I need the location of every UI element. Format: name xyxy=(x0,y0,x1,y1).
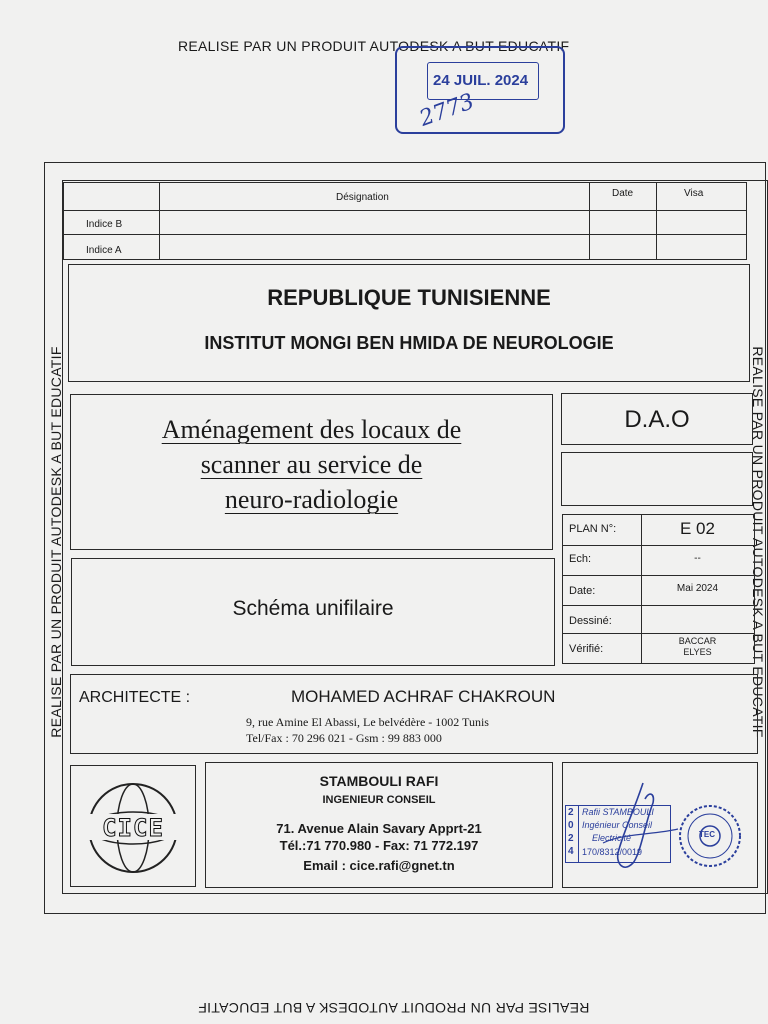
project-title-line3: neuro-radiologie xyxy=(224,485,399,514)
institute-title: INSTITUT MONGI BEN HMIDA DE NEUROLOGIE xyxy=(204,333,614,353)
engineer-name: STAMBOULI RAFI xyxy=(319,773,439,789)
republic-title: REPUBLIQUE TUNISIENNE xyxy=(267,285,551,310)
architect-name: MOHAMED ACHRAF CHAKROUN xyxy=(291,687,556,706)
revision-row-indice-a: Indice A xyxy=(86,245,122,256)
stamp-line-1: Rafii STAMBOULI xyxy=(582,807,654,817)
watermark-bottom: REALISE PAR UN PRODUIT AUTODESK A BUT EDUCATIF xyxy=(198,1000,590,1016)
drawing-subtitle: Schéma unifilaire xyxy=(232,597,394,620)
stamp-line-3: Electricité xyxy=(592,833,632,843)
checked-by-value-1: BACCAR xyxy=(678,636,717,646)
stamp-year-digit-1: 2 xyxy=(568,807,574,818)
architect-box xyxy=(70,674,758,754)
engineer-info-box xyxy=(205,762,553,888)
phase-box xyxy=(561,393,753,445)
engineer-email: Email : cice.rafi@gnet.tn xyxy=(303,858,455,873)
architect-contact: Tel/Fax : 70 296 021 - Gsm : 99 883 000 xyxy=(246,731,442,745)
engineer-address: 71. Avenue Alain Savary Apprt-21 xyxy=(276,821,482,836)
header-box xyxy=(68,264,750,382)
stamp-line-4: 170/8312/0019 xyxy=(582,847,643,857)
engineer-role: INGENIEUR CONSEIL xyxy=(322,794,436,806)
date-label: Date: xyxy=(569,585,596,597)
reception-stamp-number: 2773 xyxy=(416,89,478,132)
date-value: Mai 2024 xyxy=(676,583,719,594)
plan-info-table xyxy=(562,514,755,664)
architect-address: 9, rue Amine El Abassi, Le belvédère - 1002 Tunis xyxy=(246,715,489,729)
revision-table xyxy=(63,182,747,260)
cice-logo-text: CICE xyxy=(102,814,164,842)
revision-row-indice-b: Indice B xyxy=(86,219,123,230)
architect-label: ARCHITECTE : xyxy=(79,689,191,706)
revision-header-designation: Désignation xyxy=(336,192,389,203)
plan-number-value: E 02 xyxy=(680,519,715,538)
revision-header-date: Date xyxy=(612,188,634,199)
watermark-right: REALISE PAR UN PRODUIT AUTODESK A BUT EDUCATIF xyxy=(750,346,766,738)
engineer-seal-text: TEC xyxy=(699,830,715,839)
project-title-line1: Aménagement des locaux de xyxy=(161,415,462,444)
drawn-by-label: Dessiné: xyxy=(569,615,612,627)
revision-header-visa: Visa xyxy=(684,188,704,199)
engineer-stamp-box xyxy=(562,762,758,888)
checked-by-value-2: ELYES xyxy=(683,647,712,657)
watermark-left: REALISE PAR UN PRODUIT AUTODESK A BUT EDUCATIF xyxy=(48,346,64,738)
engineer-phone: Tél.:71 770.980 - Fax: 71 772.197 xyxy=(279,838,479,853)
scale-label: Ech: xyxy=(569,553,592,565)
engineer-signature xyxy=(583,763,693,883)
reception-stamp xyxy=(395,46,565,134)
stamp-year-digit-4: 4 xyxy=(568,846,574,857)
phase-label: D.A.O xyxy=(624,406,690,433)
engineer-logo-box xyxy=(70,765,196,887)
scale-value: -- xyxy=(694,553,701,564)
stamp-year-digit-3: 2 xyxy=(568,833,574,844)
watermark-top: REALISE PAR UN PRODUIT AUTODESK A BUT EDUCATIF xyxy=(178,38,570,54)
subtitle-box xyxy=(71,558,555,666)
checked-by-label: Vérifié: xyxy=(569,643,604,655)
stamp-year-digit-2: 0 xyxy=(568,820,574,831)
project-title-line2: scanner au service de xyxy=(200,450,423,479)
project-title-box xyxy=(70,394,553,550)
plan-number-label: PLAN N°: xyxy=(569,523,617,535)
blank-box xyxy=(561,452,753,506)
stamp-line-2: Ingénieur Conseil xyxy=(582,820,653,830)
reception-stamp-date: 24 JUIL. 2024 xyxy=(433,72,529,89)
